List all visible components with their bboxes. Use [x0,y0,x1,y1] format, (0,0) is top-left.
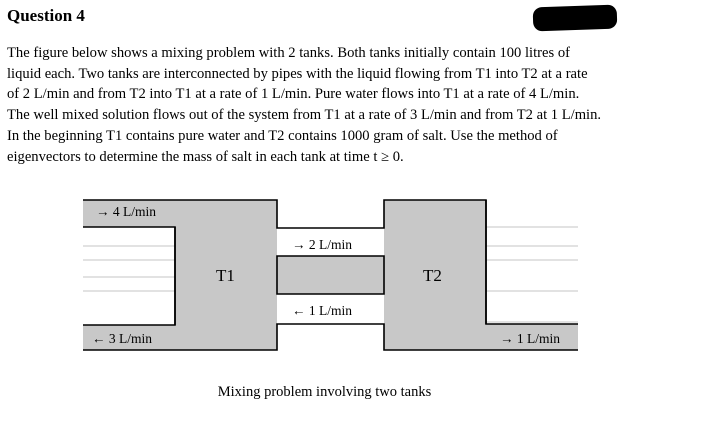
t1-to-t2-label: → 2 L/min [292,237,352,252]
question-heading: Question 4 [7,6,85,25]
problem-line-4: The well mixed solution flows out of the system from T1 at a rate of 3 L/min and from T2 at 1 L/min. [7,107,602,124]
problem-line-1: The figure below shows a mixing problem with 2 tanks. Both tanks initially contain 100 litres of [7,45,570,61]
problem-line-2: liquid each. Two tanks are interconnected by pipes with the liquid flowing from T1 into T2 at a rate [7,65,588,82]
tank-t2-label: T2 [423,266,442,285]
figure-caption [0,384,711,401]
t2-to-t1-label: ← 1 L/min [292,303,352,318]
inflow-label: → 4 L/min [96,204,156,219]
problem-line-5: In the beginning T1 contains pure water and T2 contains 1000 gram of salt. Use the method of [7,127,558,144]
figure-caption-text: Mixing problem involving two tanks [217,384,432,400]
problem-line-6: eigenvectors to determine the mass of salt in each tank at time t ≥ 0. [7,148,404,165]
t1-outflow-label: ← 3 L/min [92,331,152,346]
problem-line-3: of 2 L/min and from T2 into T1 at a rate of 1 L/min. Pure water flows into T1 at a rate of 4 L/min. [7,86,580,103]
tank-t1-label: T1 [216,266,235,285]
t2-outflow-label: → 1 L/min [500,331,560,346]
